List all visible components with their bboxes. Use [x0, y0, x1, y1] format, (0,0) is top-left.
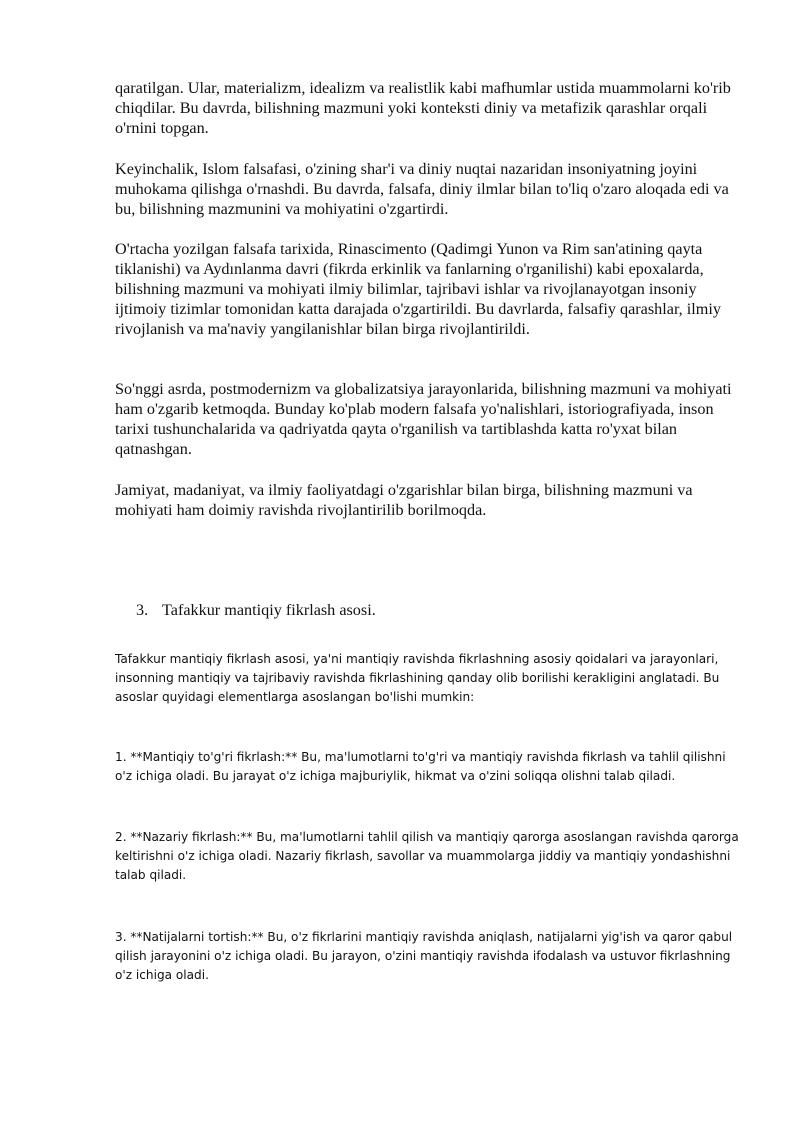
paragraph-4: So'nggi asrda, postmodernizm va globalizatsiya jarayonlarida, bilishning mazmuni va mohiyati ham o'zgarib ketmoqda. Bunday ko'plab modern falsafa yo'nalishlari, istoriografiyada, inson tarixi tushunchalarida va qadriyatda qayta o'rganilish va tartiblashda katta ro'yxat bilan qatnashgan.	[115, 380, 732, 458]
list-item-3: 3. **Natijalarni tortish:** Bu, o'z fikrlarini mantiqiy ravishda aniqlash, natijalarni yig'ish va qaror qabul qilish jarayonini o'z ichiga oladi. Bu jarayon, o'zini mantiqiy ravishda ifodalash va ustuvor fikrlashning o'z ichiga oladi.	[115, 930, 733, 982]
list-item-2: 2. **Nazariy fikrlash:** Bu, ma'lumotlarni tahlil qilish va mantiqiy qarorga asoslangan ravishda qarorga keltirishni o'z ichiga oladi. Nazariy fikrlash, savollar va muammolarga jiddiy va mantiqiy yondashishni talab qiladi.	[115, 830, 739, 882]
paragraph-5: Jamiyat, madaniyat, va ilmiy faoliyatdagi o'zgarishlar bilan birga, bilishning mazmuni va mohiyati ham doimiy ravishda rivojlantirilib borilmoqda.	[115, 481, 693, 519]
section-heading	[136, 600, 736, 620]
paragraph-3: O'rtacha yozilgan falsafa tarixida, Rinascimento (Qadimgi Yunon va Rim san'atining qayta tiklanishi) va Aydınlanma davri (fikrda erkinlik va fanlarning o'rganilishi) kabi epoxalarda, bilishning mazmuni va mohiyati ilmiy bilimlar, tajribavi ishlar va rivojlanayotgan insoniy ijtimoiy tizimlar tomonidan katta darajada o'zgartirildi. Bu davrlarda, falsafiy qarashlar, ilmiy rivojlanish va ma'naviy yangilanishlar bilan birga rivojlantirildi.	[115, 240, 721, 338]
paragraph-1: qaratilgan. Ular, materializm, idealizm va realistlik kabi mafhumlar ustida muammolarni ko'rib chiqdilar. Bu davrda, bilishning mazmuni yoki konteksti diniy va metafizik qarashlar orqali o'rnini topgan.	[115, 79, 731, 137]
paragraph-2: Keyinchalik, Islom falsafasi, o'zining shar'i va diniy nuqtai nazaridan insoniyatning joyini muhokama qilishga o'rnashdi. Bu davrda, falsafa, diniy ilmlar bilan to'liq o'zaro aloqada edi va bu, bilishning mazmunini va mohiyatini o'zgartirdi.	[115, 160, 729, 218]
section-heading-number: 3.	[136, 601, 149, 619]
intro-paragraph: Tafakkur mantiqiy fikrlash asosi, ya'ni mantiqiy ravishda fikrlashning asosiy qoidalari va jarayonlari, insonning mantiqiy va tajribaviy ravishda fikrlashining qanday olib borilishi kerakligini anglatadi. Bu asoslar quyidagi elementlarga asoslangan bo'lishi mumkin:	[115, 652, 720, 704]
list-item-1: 1. **Mantiqiy to'g'ri fikrlash:** Bu, ma'lumotlarni to'g'ri va mantiqiy ravishda fikrlash va tahlil qilishni o'z ichiga oladi. Bu jarayat o'z ichiga majburiylik, hikmat va o'zini soliqqa olishni talab qiladi.	[115, 750, 726, 783]
section-heading-text: Tafakkur mantiqiy fikrlash asosi.	[162, 601, 376, 619]
